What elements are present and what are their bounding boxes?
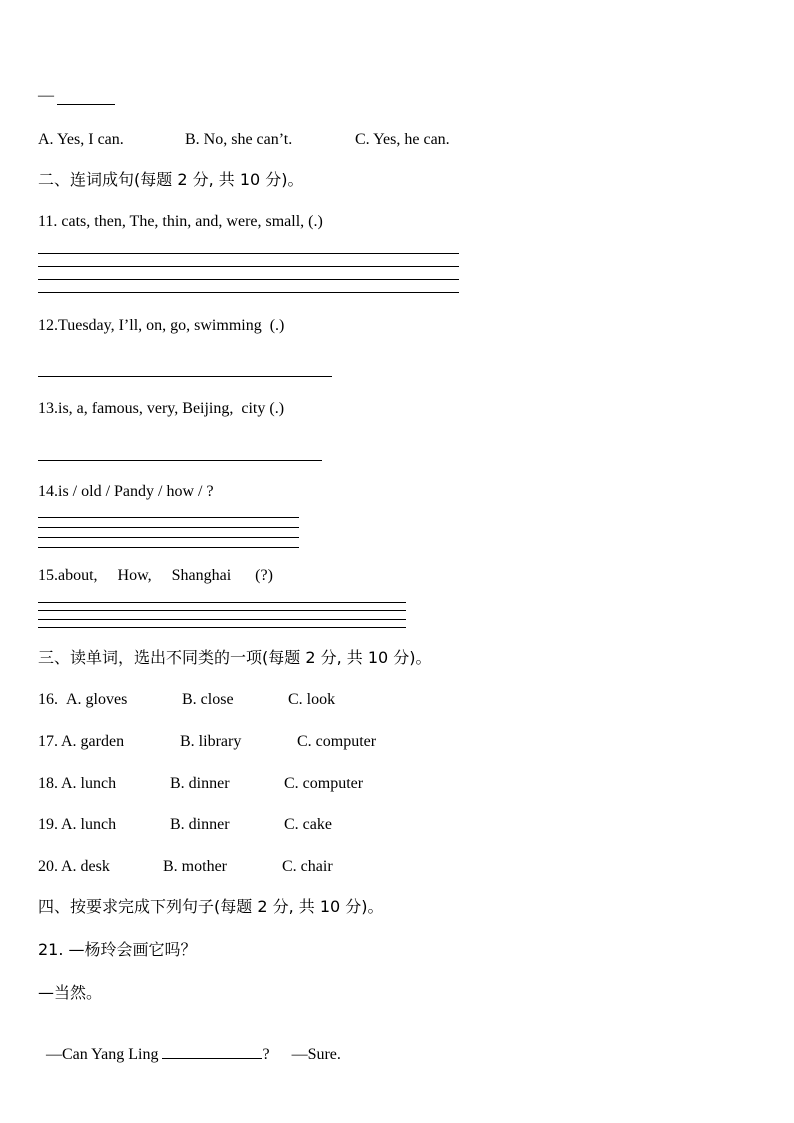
q13-answer-line[interactable] xyxy=(38,460,322,461)
q10-option-a[interactable]: A. Yes, I can. xyxy=(38,131,124,148)
q16-number: 16. xyxy=(38,691,62,708)
section4-title: 四、按要求完成下列句子(每题 2 分, 共 10 分)。 xyxy=(38,897,384,916)
q15-prompt: 15.about, How, Shanghai (?) xyxy=(38,567,273,584)
q21-chinese-answer: —当然。 xyxy=(38,983,103,1002)
q14-prompt: 14.is / old / Pandy / how / ? xyxy=(38,483,214,500)
q10-option-c[interactable]: C. Yes, he can. xyxy=(355,131,450,148)
q19-option-c[interactable]: C. cake xyxy=(284,816,332,833)
q13-prompt: 13.is, a, famous, very, Beijing, city (.) xyxy=(38,400,285,417)
q12-prompt: 12.Tuesday, I’ll, on, go, swimming (.) xyxy=(38,317,285,334)
q10-dash: — xyxy=(38,87,54,104)
q21-sentence-start: —Can Yang Ling xyxy=(46,1046,163,1063)
q19-option-b[interactable]: B. dinner xyxy=(170,816,230,833)
q20-option-b[interactable]: B. mother xyxy=(163,858,227,875)
q19-option-a[interactable]: A. lunch xyxy=(61,816,117,833)
q21-answer-blank[interactable] xyxy=(162,1043,262,1059)
q18-option-c[interactable]: C. computer xyxy=(284,775,364,792)
q19-number: 19. xyxy=(38,816,58,833)
q17-option-b[interactable]: B. library xyxy=(180,733,242,750)
q10-option-b[interactable]: B. No, she can’t. xyxy=(185,131,293,148)
q21-english-sentence xyxy=(38,1023,341,1065)
q21-chinese-question: 21. —杨玲会画它吗？ xyxy=(38,940,197,959)
q16-option-a[interactable]: A. gloves xyxy=(66,691,128,708)
q16-option-c[interactable]: C. look xyxy=(288,691,336,708)
q17-number: 17. xyxy=(38,733,58,750)
q10-answer-blank[interactable] xyxy=(57,104,115,105)
q18-option-b[interactable]: B. dinner xyxy=(170,775,230,792)
q18-number: 18. xyxy=(38,775,58,792)
q18-option-a[interactable]: A. lunch xyxy=(61,775,117,792)
q20-option-a[interactable]: A. desk xyxy=(61,858,110,875)
q21-question-mark: ? xyxy=(262,1046,270,1063)
q11-prompt: 11. cats, then, The, thin, and, were, small, (.) xyxy=(38,213,323,230)
q20-option-c[interactable]: C. chair xyxy=(282,858,333,875)
section3-title: 三、读单词，选出不同类的一项(每题 2 分, 共 10 分)。 xyxy=(38,648,432,667)
q17-option-a[interactable]: A. garden xyxy=(61,733,125,750)
q12-answer-line[interactable] xyxy=(38,376,332,377)
section2-title: 二、连词成句(每题 2 分, 共 10 分)。 xyxy=(38,170,304,189)
q21-sure-reply: —Sure. xyxy=(291,1046,341,1063)
q17-option-c[interactable]: C. computer xyxy=(297,733,377,750)
q16-option-b[interactable]: B. close xyxy=(182,691,234,708)
q20-number: 20. xyxy=(38,858,58,875)
